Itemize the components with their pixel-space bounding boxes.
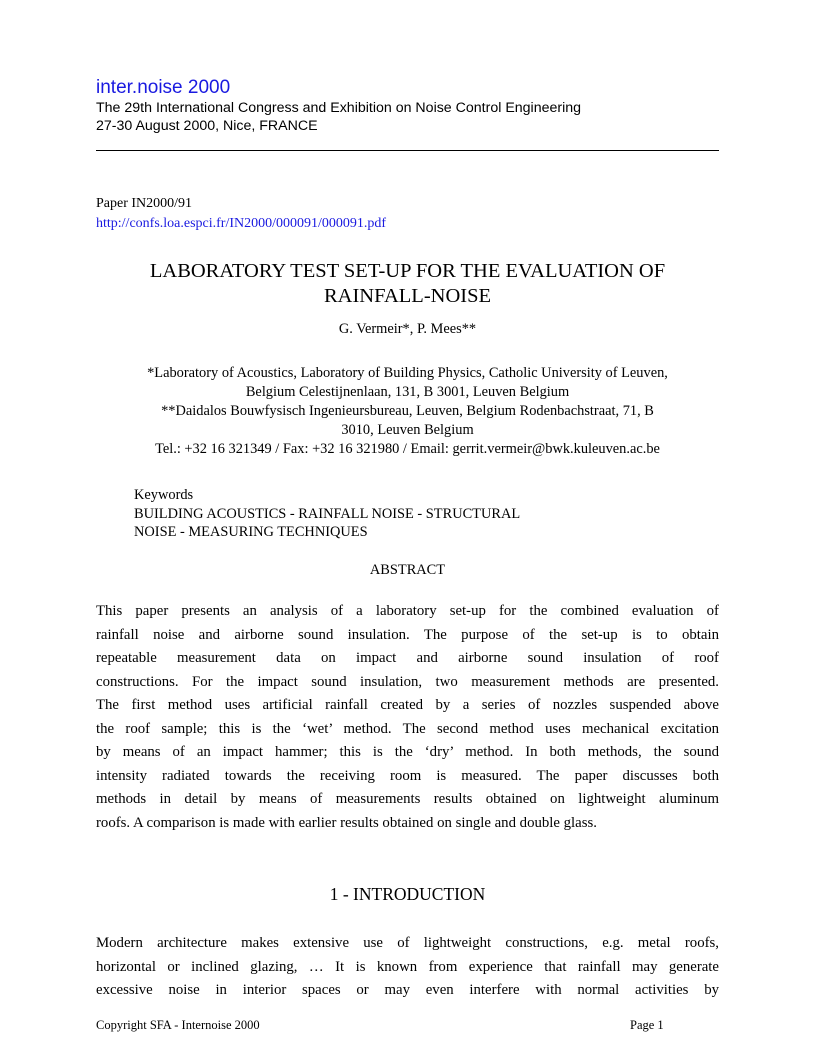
abstract-line: methods in detail by means of measurements results obtained on lightweight aluminum bbox=[96, 791, 719, 807]
congress-title: The 29th International Congress and Exhibition on Noise Control Engineering bbox=[96, 100, 582, 116]
section-heading-introduction: 1 - INTRODUCTION bbox=[329, 884, 486, 904]
paper-url-link[interactable]: http://confs.loa.espci.fr/IN2000/000091/000091.pdf bbox=[96, 216, 387, 231]
affiliation-line: **Daidalos Bouwfysisch Ingenieursbureau, Leuven, Belgium Rodenbachstraat, 71, B bbox=[161, 403, 654, 419]
abstract-line: This paper presents an analysis of a laboratory set-up for the combined evaluation of bbox=[96, 603, 719, 619]
abstract-body bbox=[96, 600, 719, 835]
affiliation-line: Belgium Celestijnenlaan, 131, B 3001, Leuven Belgium bbox=[245, 384, 570, 400]
title-line: RAINFALL-NOISE bbox=[323, 285, 492, 307]
title-line: LABORATORY TEST SET-UP FOR THE EVALUATION OF bbox=[149, 260, 666, 282]
abstract-line: The first method uses artificial rainfall created by a series of nozzles suspended above bbox=[96, 697, 719, 713]
introduction-body bbox=[96, 932, 719, 1003]
abstract-line: constructions. For the impact sound insulation, two measurement methods are presented. bbox=[96, 673, 719, 690]
keywords-line: NOISE - MEASURING TECHNIQUES bbox=[134, 524, 368, 540]
abstract-line: intensity radiated towards the receiving room is measured. The paper discusses both bbox=[96, 767, 719, 784]
paper-info bbox=[96, 194, 386, 234]
introduction-line: Modern architecture makes extensive use of lightweight constructions, e.g. metal roofs, bbox=[96, 935, 719, 951]
conference-header bbox=[96, 76, 581, 135]
footer-page-number: Page 1 bbox=[630, 1018, 664, 1032]
footer-copyright: Copyright SFA - Internoise 2000 bbox=[96, 1018, 260, 1032]
abstract-line: roofs. A comparison is made with earlier results obtained on single and double glass. bbox=[96, 814, 597, 831]
paper-id: Paper IN2000/91 bbox=[96, 196, 193, 211]
abstract-line: repeatable measurement data on impact and airborne sound insulation of roof bbox=[96, 650, 719, 666]
affiliation-line: 3010, Leuven Belgium bbox=[341, 422, 474, 438]
affiliation-line: Tel.: +32 16 321349 / Fax: +32 16 321980 / Email: gerrit.vermeir@bwk.kuleuven.ac.be bbox=[155, 441, 660, 457]
paper-title bbox=[96, 259, 719, 309]
keywords-block bbox=[134, 486, 520, 542]
keywords-heading: Keywords bbox=[134, 487, 194, 503]
introduction-line: horizontal or inclined glazing, … It is known from experience that rainfall may generate bbox=[96, 958, 719, 975]
introduction-line: excessive noise in interior spaces or may even interfere with normal activities by bbox=[96, 982, 719, 998]
header-divider bbox=[96, 150, 719, 151]
affiliation-line: *Laboratory of Acoustics, Laboratory of Building Physics, Catholic University of Leuven, bbox=[147, 365, 668, 381]
affiliations bbox=[96, 364, 719, 459]
abstract-line: the roof sample; this is the ‘wet’ method. The second method uses mechanical excitation bbox=[96, 720, 719, 737]
abstract-line: by means of an impact hammer; this is the ‘dry’ method. In both methods, the sound bbox=[96, 744, 719, 760]
conference-name: inter.noise 2000 bbox=[96, 77, 231, 98]
abstract-heading: ABSTRACT bbox=[369, 562, 446, 578]
conference-dates: 27-30 August 2000, Nice, FRANCE bbox=[96, 118, 318, 134]
abstract-line: rainfall noise and airborne sound insulation. The purpose of the set-up is to obtain bbox=[96, 626, 719, 643]
authors: G. Vermeir*, P. Mees** bbox=[338, 321, 477, 337]
keywords-line: BUILDING ACOUSTICS - RAINFALL NOISE - STRUCTURAL bbox=[134, 505, 521, 522]
